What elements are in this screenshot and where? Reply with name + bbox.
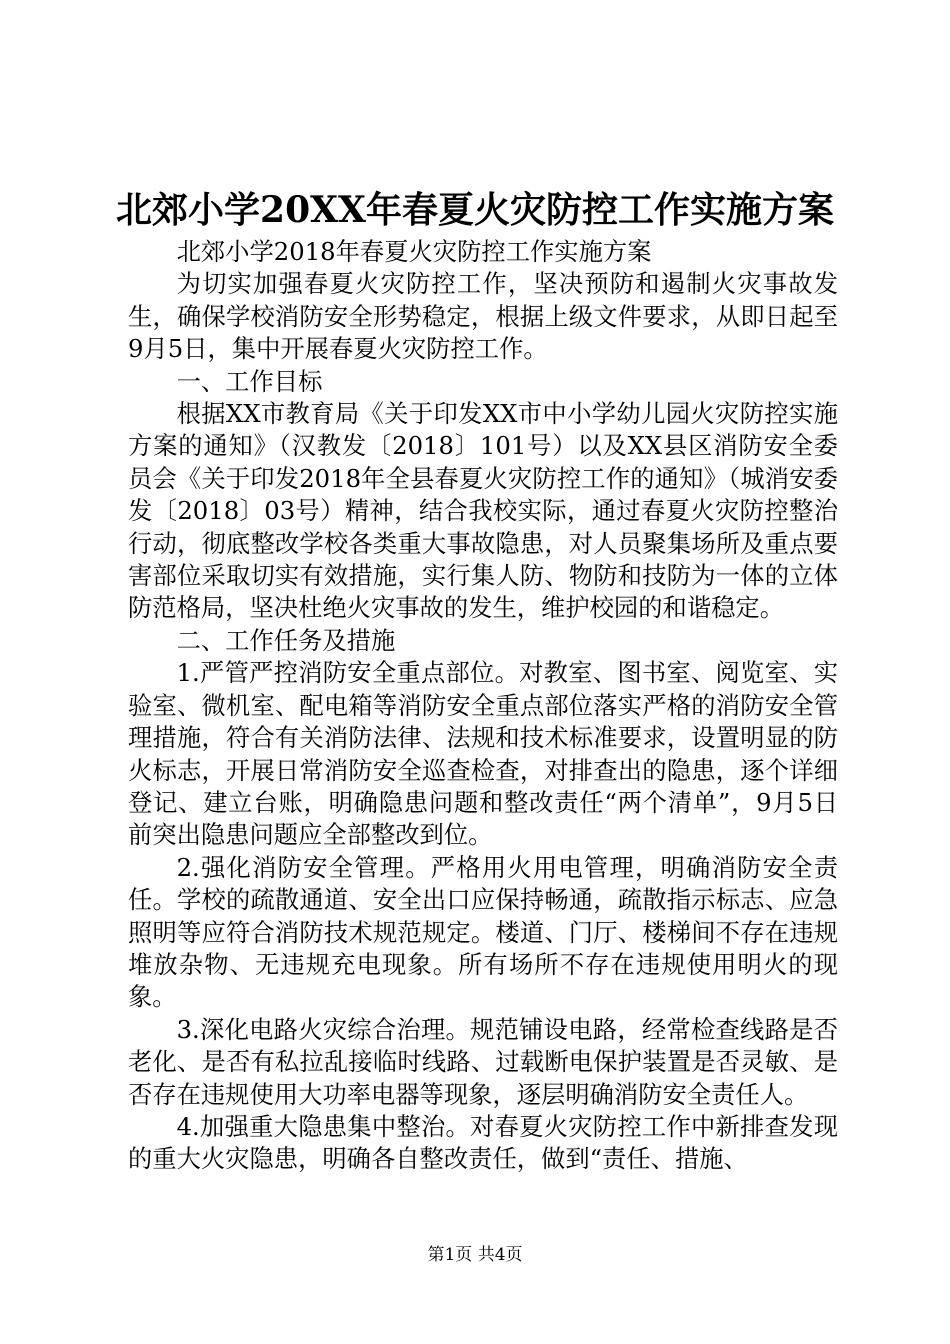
page-number-footer: 第1页 共4页 <box>427 1245 523 1265</box>
subtitle-paragraph: 北郊小学2018年春夏火灾防控工作实施方案 <box>176 237 652 266</box>
document-title: 北郊小学20XX年春夏火灾防控工作实施方案 <box>116 189 834 231</box>
section-heading-goals: 一、工作目标 <box>176 366 323 396</box>
intro-paragraph: 为切实加强春夏火灾防控工作，坚决预防和遏制火灾事故发生，确保学校消防安全形势稳定，根据上级文件要求，从即日起至9月5日，集中开展春夏火灾防控工作。 <box>128 269 838 364</box>
task-paragraph-1: 1.严管严控消防安全重点部位。对教室、图书室、阅览室、实验室、微机室、配电箱等消防安全重点部位落实严格的消防安全管理措施，符合有关消防法律、法规和技术标准要求，设置明显的防火标志，开展日常消防安全巡查检查，对排查出的隐患，逐个详细登记、建立台账，明确隐患问题和整改责任“两个清单”，9月5日前突出隐患问题应全部整改到位。 <box>128 658 838 850</box>
task-paragraph-4: 4.加强重大隐患集中整治。对春夏火灾防控工作中新排查发现的重大火灾隐患，明确各自整改责任，做到“责任、措施、 <box>128 1111 838 1174</box>
task-paragraph-3: 3.深化电路火灾综合治理。规范铺设电路，经常检查线路是否老化、是否有私拉乱接临时线路、过载断电保护装置是否灵敏、是否存在违规使用大功率电器等现象，逐层明确消防安全责任人。 <box>128 1014 838 1109</box>
document-body <box>128 236 838 1176</box>
section-heading-tasks: 二、工作任务及措施 <box>176 625 396 655</box>
goals-paragraph: 根据XX市教育局《关于印发XX市中小学幼儿园火灾防控实施方案的通知》（汉教发〔2018〕101号）以及XX县区消防安全委员会《关于印发2018年全县春夏火灾防控工作的通知》（城消安委发〔2018〕03号）精神，结合我校实际，通过春夏火灾防控整治行动，彻底整改学校各类重大事故隐患，对人员聚集场所及重点要害部位采取切实有效措施，实行集人防、物防和技防为一体的立体防范格局，坚决杜绝火灾事故的发生，维护校园的和谐稳定。 <box>128 399 838 623</box>
task-paragraph-2: 2.强化消防安全管理。严格用火用电管理，明确消防安全责任。学校的疏散通道、安全出口应保持畅通，疏散指示标志、应急照明等应符合消防技术规范规定。楼道、门厅、楼梯间不存在违规堆放杂物、无违规充电现象。所有场所不存在违规使用明火的现象。 <box>128 852 838 1012</box>
